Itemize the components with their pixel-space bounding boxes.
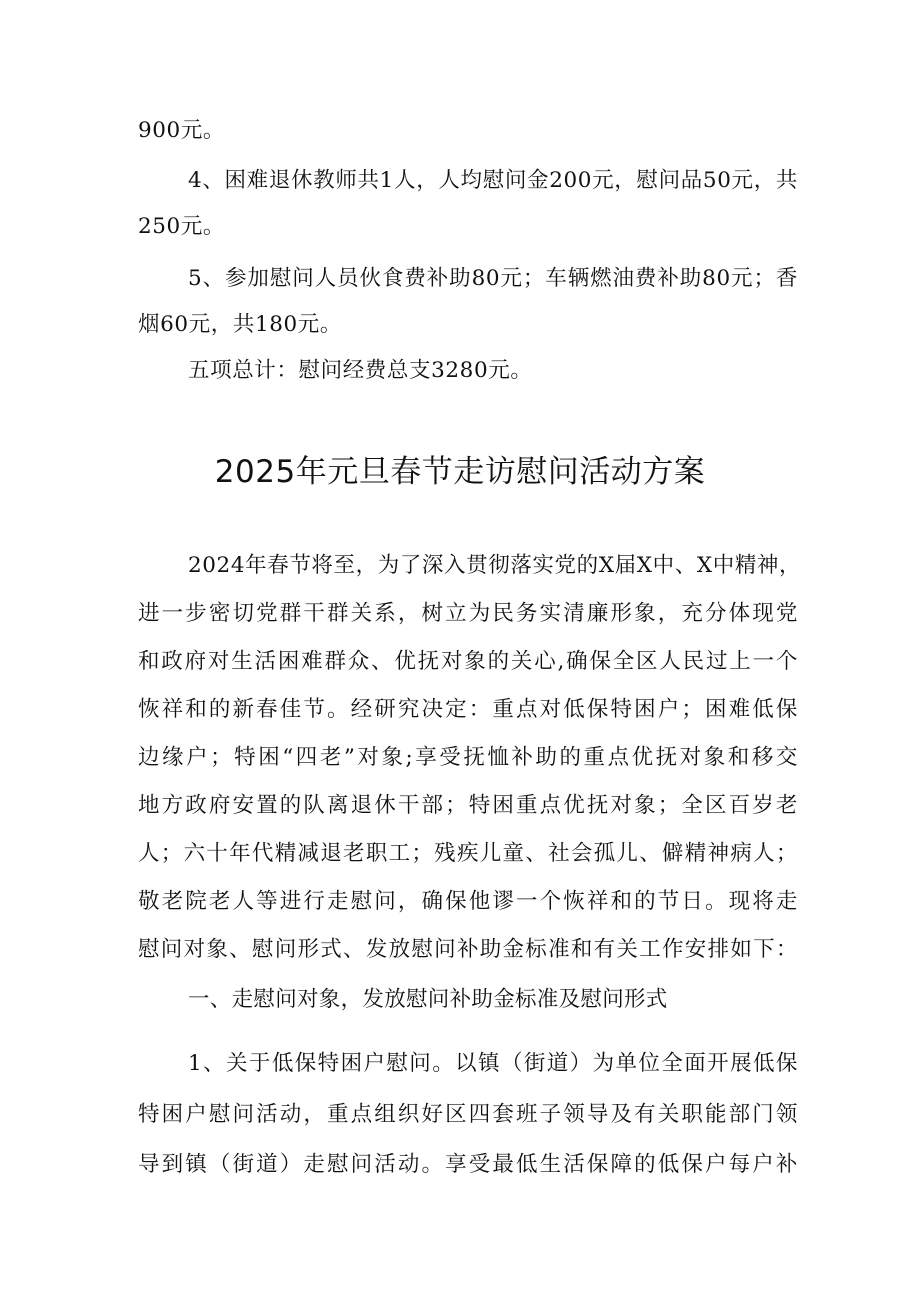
section-line: 特困户慰问活动，重点组织好区四套班子领导及有关职能部门领 [138,1102,798,1127]
budget-total: 五项总计：慰问经费总支3280元。 [188,358,533,383]
preface-line: 人；六十年代精减退老职工；残疾儿童、社会孤儿、僻精神病人； [138,841,798,866]
budget-item-5: 5、参加慰问人员伙食费补助80元；车辆燃油费补助80元；香 [188,266,798,291]
preface-line: 边缘户；特困“四老”对象;享受抚恤补助的重点优抚对象和移交 [138,745,798,770]
preface-line: 恢祥和的新春佳节。经研究决定：重点对低保特困户；困难低保 [138,697,798,722]
budget-item-5-continued: 烟60元，共180元。 [138,312,342,337]
preface-line: 进一步密切党群干群关系，树立为民务实清廉形象，充分体现党 [138,601,798,626]
document-title: 2025年元旦春节走访慰问活动方案 [214,454,706,490]
budget-item-4: 4、困难退休教师共1人，人均慰问金200元，慰问品50元，共 [188,168,798,193]
budget-line-900: 900元。 [138,118,226,143]
section-line: 导到镇（街道）走慰问活动。享受最低生活保障的低保户每户补 [138,1152,798,1177]
section-heading: 一、走慰问对象，发放慰问补助金标准及慰问形式 [188,987,668,1012]
preface-line: 2024年春节将至，为了深入贯彻落实党的X届X中、X中精神， [188,553,802,578]
section-line: 1、关于低保特困户慰问。以镇（街道）为单位全面开展低保 [188,1051,798,1076]
preface-line: 敬老院老人等进行走慰问，确保他谬一个恢祥和的节日。现将走 [138,889,798,914]
preface-line: 慰问对象、慰问形式、发放慰问补助金标准和有关工作安排如下： [138,937,798,962]
preface-line: 地方政府安置的队离退休干部；特困重点优抚对象；全区百岁老 [138,793,798,818]
preface-line: 和政府对生活困难群众、优抚对象的关心,确保全区人民过上一个 [138,649,798,674]
budget-item-4-continued: 250元。 [138,214,226,239]
